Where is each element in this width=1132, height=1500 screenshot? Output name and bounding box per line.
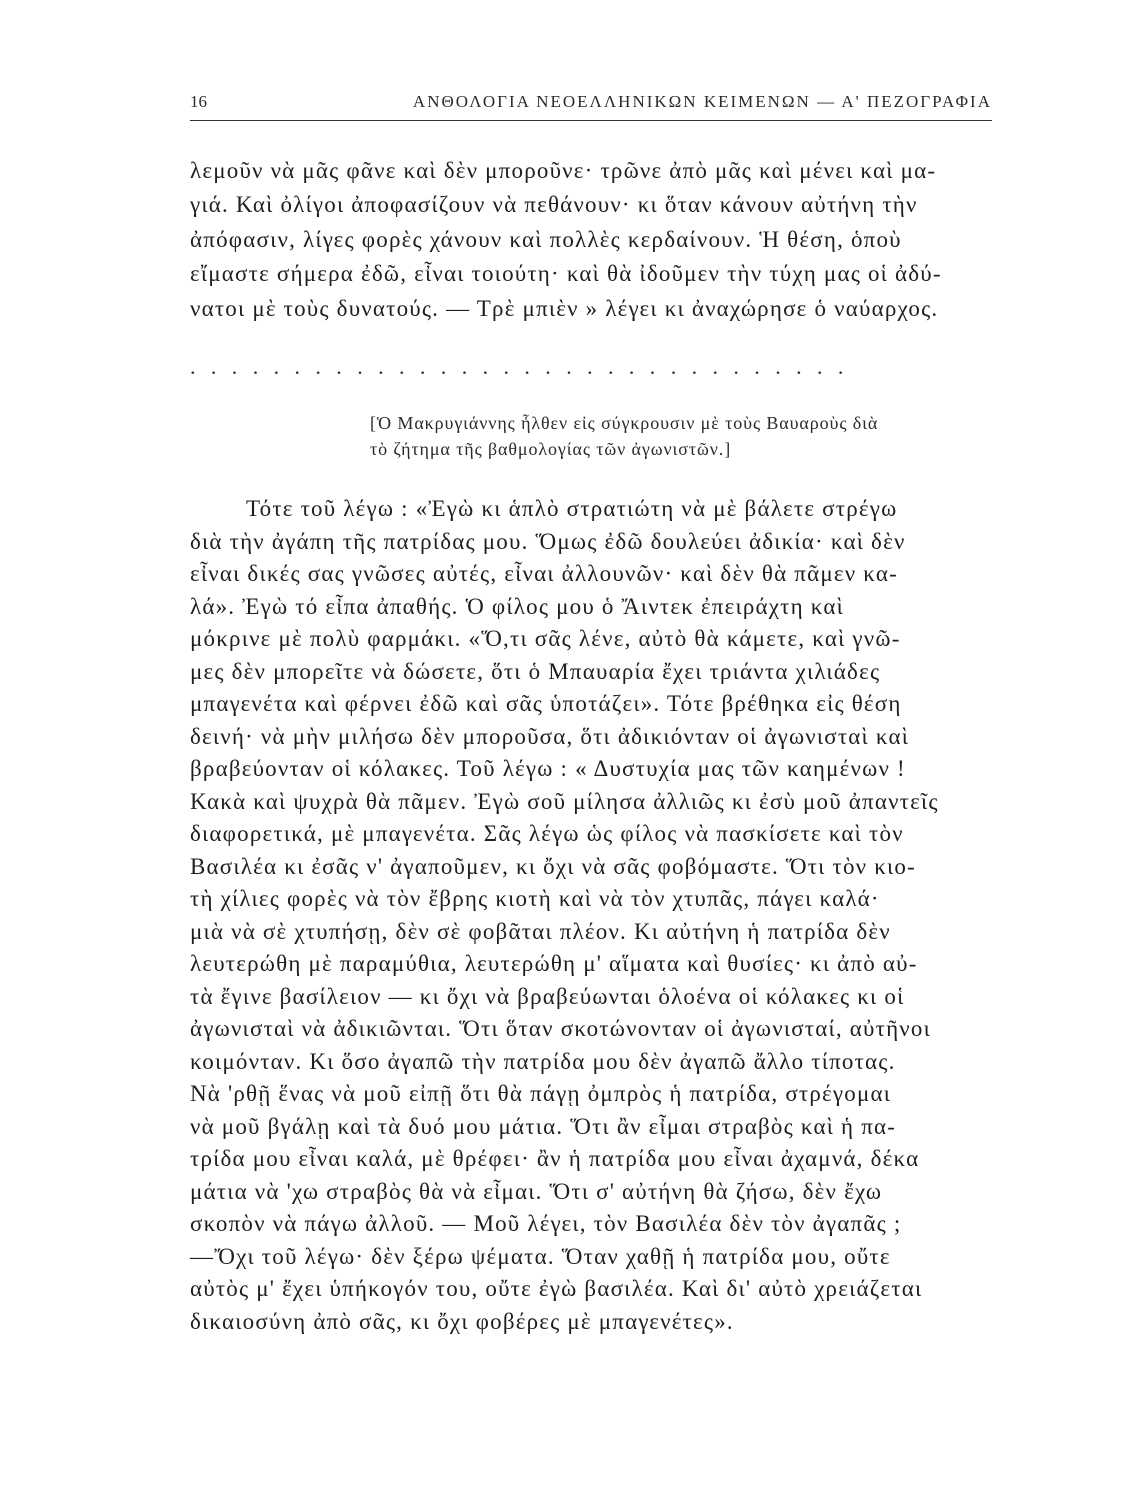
text-line: νὰ μοῦ βγάλῃ καὶ τὰ δυό μου μάτια. Ὅτι ἂν εἶμαι στραβὸς καὶ ἡ πα- (190, 1113, 897, 1139)
text-line: δικαιοσύνη ἀπὸ σᾶς, κι ὄχι φοβέρες μὲ μπαγενέτες». (190, 1308, 734, 1334)
text-line: λευτερώθη μὲ παραμύθια, λευτερώθη μ' αἵματα καὶ θυσίες· κι ἀπὸ αὐ- (190, 951, 918, 976)
text-line: εἴμαστε σήμερα ἐδῶ, εἶναι τοιούτη· καὶ θὰ ἰδοῦμεν τὴν τύχη μας οἱ ἀδύ- (190, 261, 942, 287)
note-line: τὸ ζήτημα τῆς βαθμολογίας τῶν ἀγωνιστῶν.] (370, 439, 732, 459)
text-line: διαφορετικά, μὲ μπαγενέτα. Σᾶς λέγω ὡς φίλος νὰ πασκίσετε καὶ τὸν (190, 821, 904, 846)
text-line: εἶναι δικές σας γνῶσες αὐτές, εἶναι ἀλλουνῶν· καὶ δὲν θὰ πᾶμεν κα- (190, 561, 898, 586)
text-line: Νὰ 'ρθῇ ἕνας νὰ μοῦ εἰπῇ ὅτι θὰ πάγῃ ὀμπρὸς ἡ πατρίδα, στρέγομαι (190, 1081, 892, 1106)
text-line: βραβεύονταν οἱ κόλακες. Τοῦ λέγω : « Δυστυχία μας τῶν καημένων ! (190, 756, 906, 781)
text-line: διὰ τὴν ἀγάπη τῆς πατρίδας μου. Ὅμως ἐδῶ δουλεύει ἀδικία· καὶ δὲν (190, 528, 906, 554)
text-line: μάτια νὰ 'χω στραβὸς θὰ νὰ εἶμαι. Ὅτι σ' αὐτήνη θὰ ζήσω, δὲν ἔχω (190, 1178, 883, 1204)
text-line: κοιμόνταν. Κι ὅσο ἀγαπῶ τὴν πατρίδα μου δὲν ἀγαπῶ ἄλλο τίποτας. (190, 1048, 896, 1074)
text-line: τρίδα μου εἶναι καλά, μὲ θρέφει· ἂν ἡ πατρίδα μου εἶναι ἀχαμνά, δέκα (190, 1146, 920, 1171)
text-line: ἀγωνισταὶ νὰ ἀδικιῶνται. Ὅτι ὅταν σκοτώνονταν οἱ ἀγωνισταί, αὐτῆνοι (190, 1016, 931, 1041)
ellipsis-divider: ................................ (190, 354, 859, 379)
header-rule (190, 120, 992, 121)
text-line: μπαγενέτα καὶ φέρνει ἐδῶ καὶ σᾶς ὑποτάζει». Τότε βρέθηκα εἰς θέση (190, 691, 902, 716)
text-line: ἀπόφασιν, λίγες φορὲς χάνουν καὶ πολλὲς κερδαίνουν. Ἡ θέση, ὁποὺ (190, 226, 902, 252)
paragraph-2 (190, 493, 1002, 1338)
text-line: —Ὄχι τοῦ λέγω· δὲν ξέρω ψέματα. Ὅταν χαθῇ ἡ πατρίδα μου, οὔτε (190, 1243, 891, 1269)
text-line: λά». Ἐγὼ τό εἶπα ἀπαθής. Ὁ φίλος μου ὁ Ἄιντεκ ἐπειράχτη καὶ (190, 593, 845, 619)
text-line: δεινή· νὰ μὴν μιλήσω δὲν μποροῦσα, ὅτι ἀδικιόνταν οἱ ἀγωνισταὶ καὶ (190, 723, 910, 749)
text-line: σκοπὸν νὰ πάγω ἀλλοῦ. — Μοῦ λέγει, τὸν Βασιλέα δὲν τὸν ἀγαπᾶς ; (190, 1211, 902, 1236)
text-line: Βασιλέα κι ἐσᾶς ν' ἀγαποῦμεν, κι ὄχι νὰ σᾶς φοβόμαστε. Ὅτι τὸν κιο- (190, 853, 916, 879)
text-line: μόκρινε μὲ πολὺ φαρμάκι. «Ὅ,τι σᾶς λένε, αὐτὸ θὰ κάμετε, καὶ γνῶ- (190, 626, 901, 651)
text-line: αὐτὸς μ' ἔχει ὑπήκογόν του, οὔτε ἐγὼ βασιλέα. Καὶ δι' αὐτὸ χρειάζεται (190, 1276, 923, 1301)
text-line: νατοι μὲ τοὺς δυνατούς. — Τρὲ μπιὲν » λέγει κι ἀναχώρησε ὁ ναύαρχος. (190, 295, 939, 321)
text-line: Κακὰ καὶ ψυχρὰ θὰ πᾶμεν. Ἐγὼ σοῦ μίλησα ἀλλιῶς κι ἐσὺ μοῦ ἀπαντεῖς (190, 788, 939, 814)
text-line: μες δὲν μπορεῖτε νὰ δώσετε, ὅτι ὁ Μπαυαρία ἔχει τριάντα χιλιάδες (190, 658, 881, 684)
note-line: [Ὁ Μακρυγιάννης ἦλθεν εἰς σύγκρουσιν μὲ τοὺς Βαυαροὺς διὰ (370, 413, 879, 433)
text-line: λεμοῦν νὰ μᾶς φᾶνε καὶ δὲν μποροῦνε· τρῶνε ἀπὸ μᾶς καὶ μένει καὶ μα- (190, 158, 937, 183)
text-line: τὰ ἔγινε βασίλειον — κι ὄχι νὰ βραβεύωνται ὁλοένα οἱ κόλακες κι οἱ (190, 983, 905, 1009)
page-number: 16 (190, 92, 207, 111)
text-line: γιά. Καὶ ὀλίγοι ἀποφασίζουν νὰ πεθάνουν· κι ὅταν κάνουν αὐτήνη τὴν (190, 192, 918, 218)
running-title: ΑΝΘΟΛΟΓΙΑ ΝΕΟΕΛΛΗΝΙΚΩΝ ΚΕΙΜΕΝΩΝ — Α' ΠΕΖΟΓΡΑΦΙΑ (412, 92, 992, 111)
text-line: μιὰ νὰ σὲ χτυπήσῃ, δὲν σὲ φοβᾶται πλέον. Κι αὐτήνη ἡ πατρίδα δὲν (190, 918, 891, 944)
paragraph-1 (190, 154, 1002, 326)
editorial-note (370, 410, 1010, 462)
text-line: τὴ χίλιες φορὲς νὰ τὸν ἔβρης κιοτὴ καὶ νὰ τὸν χτυπᾶς, πάγει καλά· (190, 886, 880, 911)
text-line: Τότε τοῦ λέγω : «Ἐγὼ κι ἁπλὸ στρατιώτη νὰ μὲ βάλετε στρέγω (246, 496, 898, 521)
